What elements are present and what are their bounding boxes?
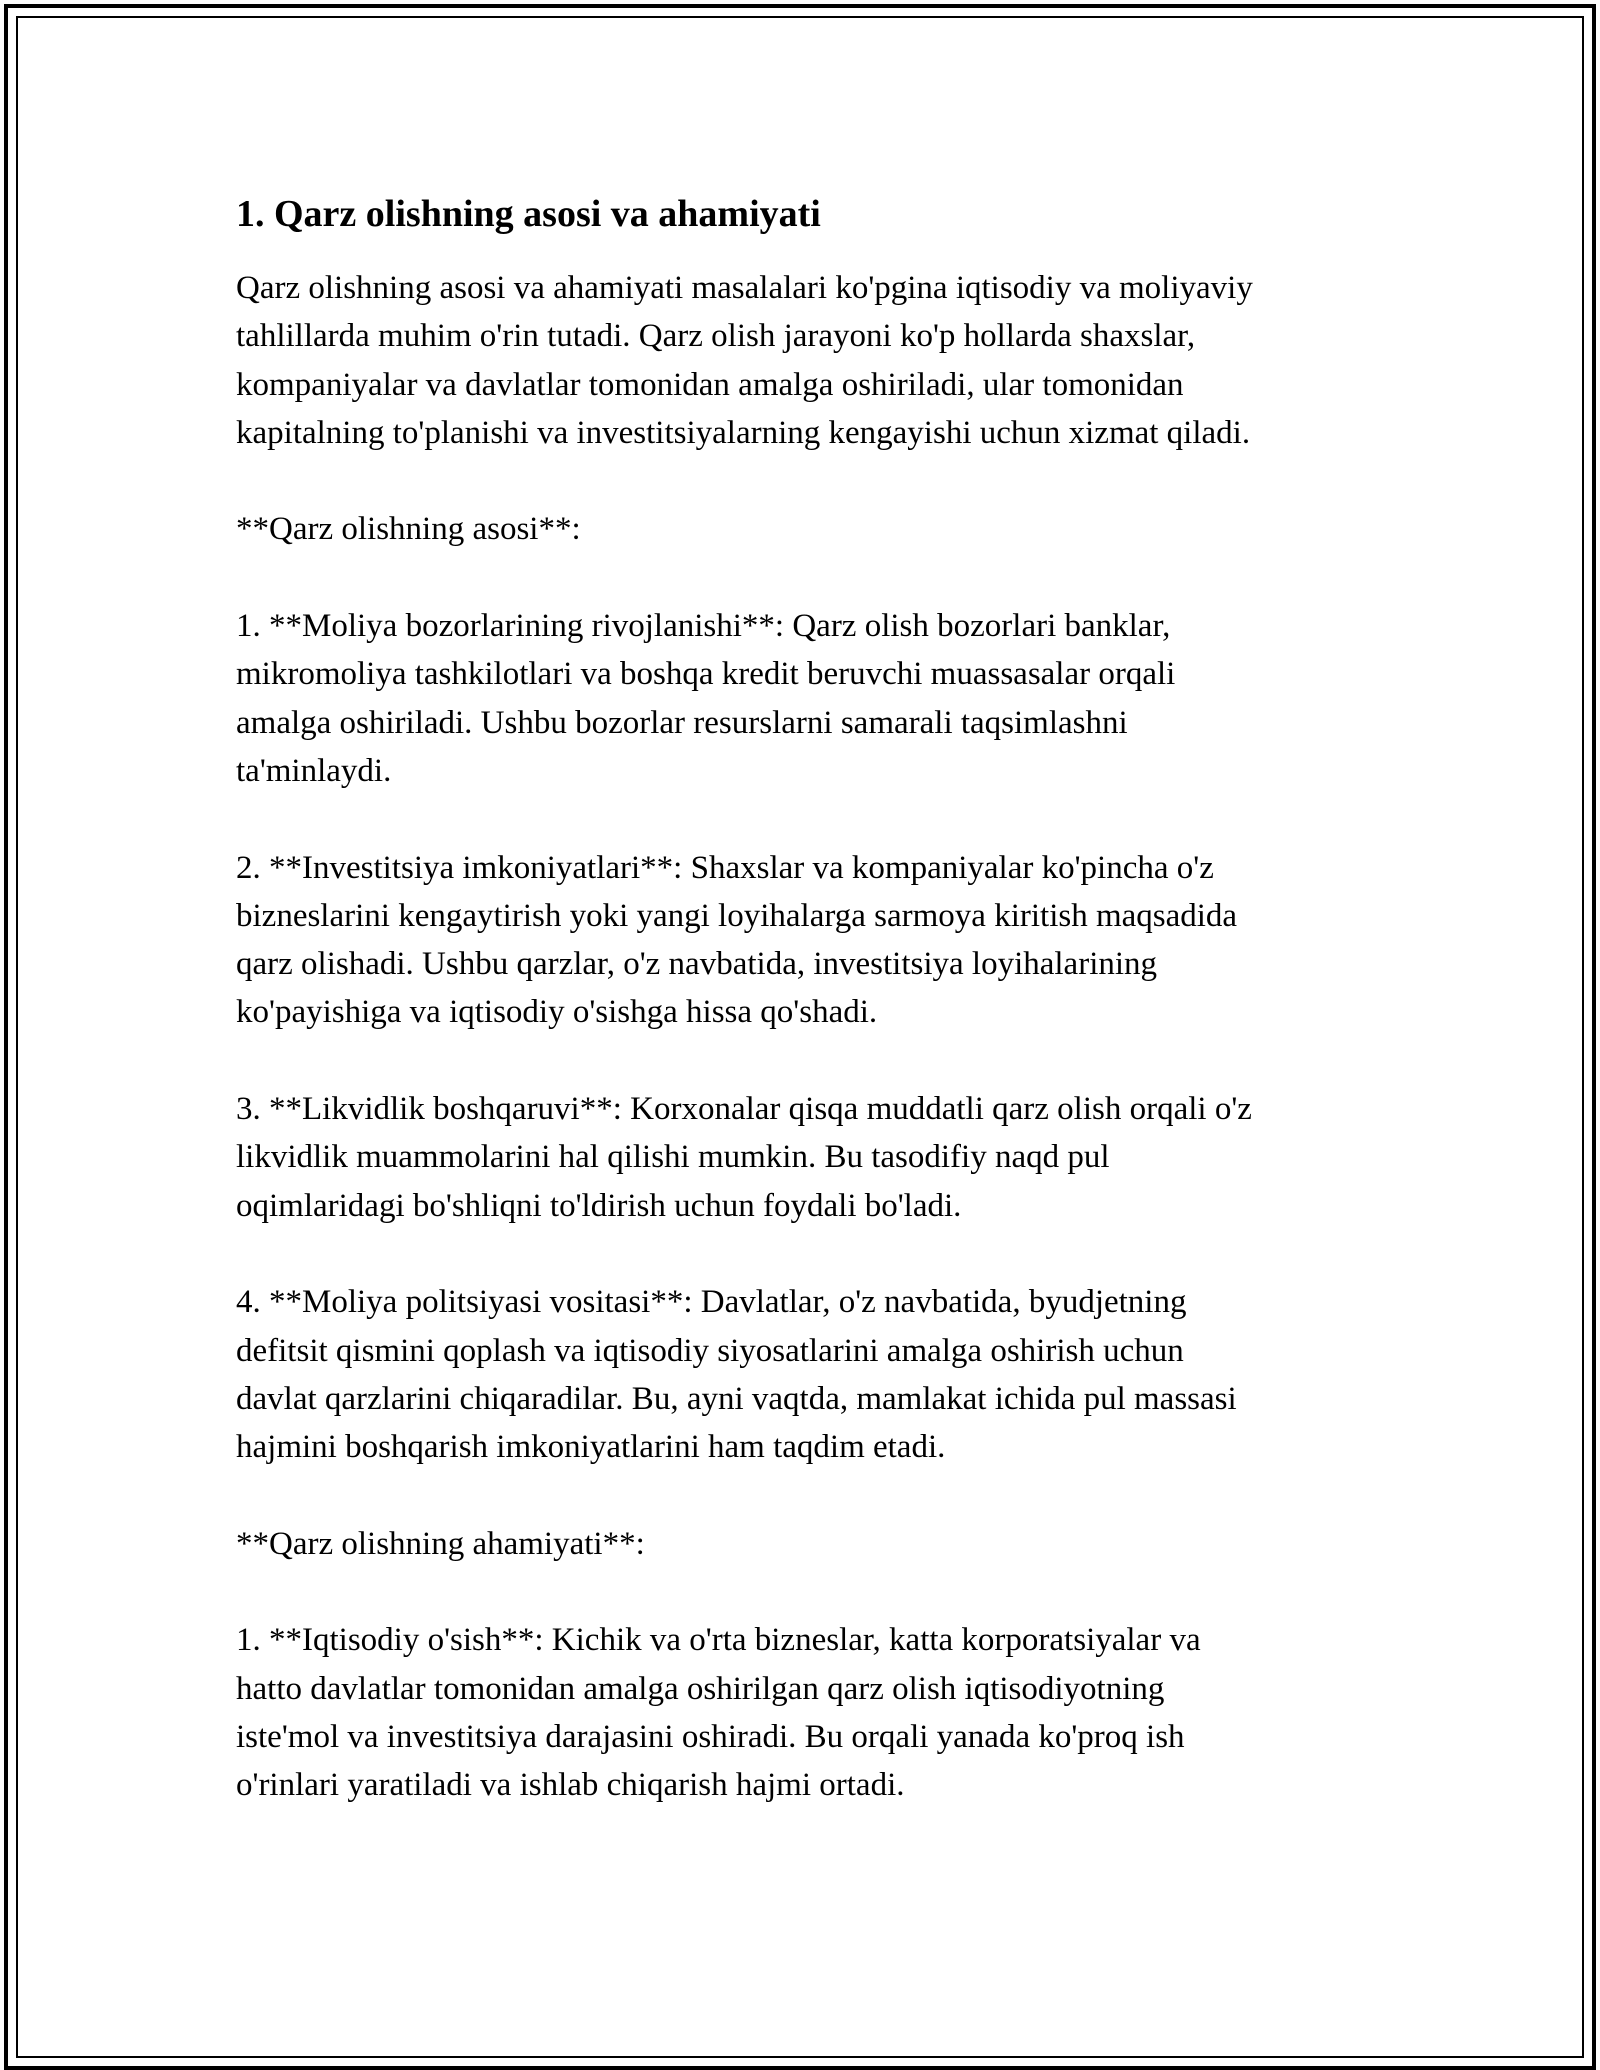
text-line: kapitalning to'planishi va investitsiyalarning kengayishi uchun xizmat qiladi. — [236, 414, 1251, 451]
text-line: tahlillarda muhim o'rin tutadi. Qarz olish jarayoni ko'p hollarda shaxslar, — [236, 318, 1196, 355]
subheading-ahamiyati — [236, 1520, 1386, 1568]
text-line: qarz olishadi. Ushbu qarzlar, o'z navbatida, investitsiya loyihalarining — [236, 946, 1158, 983]
text-line: 3. **Likvidlik boshqaruvi**: Korxonalar qisqa muddatli qarz olish orqali o'z — [236, 1091, 1252, 1128]
list-item-moliya-politsiyasi — [236, 1278, 1386, 1471]
document-body — [236, 186, 1386, 1858]
text-line: likvidlik muammolarini hal qilishi mumkin. Bu tasodifiy naqd pul — [236, 1139, 1110, 1176]
text-line: ko'payishiga va iqtisodiy o'sishga hissa qo'shadi. — [236, 994, 878, 1031]
text-line: bizneslarini kengaytirish yoki yangi loyihalarga sarmoya kiritish maqsadida — [236, 897, 1238, 934]
text-line: o'rinlari yaratiladi va ishlab chiqarish hajmi ortadi. — [236, 1767, 905, 1804]
list-item-likvidlik — [236, 1085, 1386, 1230]
text-line: amalga oshiriladi. Ushbu bozorlar resurslarni samarali taqsimlashni — [236, 704, 1128, 741]
text-line: defitsit qismini qoplash va iqtisodiy siyosatlarini amalga oshirish uchun — [236, 1332, 1184, 1369]
list-item-investitsiya — [236, 844, 1386, 1037]
text-line: 1. **Moliya bozorlarining rivojlanishi**: Qarz olish bozorlari banklar, — [236, 608, 1171, 645]
text-line: mikromoliya tashkilotlari va boshqa kredit beruvchi muassasalar orqali — [236, 656, 1176, 693]
text-line: iste'mol va investitsiya darajasini oshiradi. Bu orqali yanada ko'proq ish — [236, 1718, 1185, 1755]
text-line: 2. **Investitsiya imkoniyatlari**: Shaxslar va kompaniyalar ko'pincha o'z — [236, 849, 1214, 886]
text-line: 1. **Iqtisodiy o'sish**: Kichik va o'rta bizneslar, katta korporatsiyalar va — [236, 1622, 1201, 1659]
text-line: davlat qarzlarini chiqaradilar. Bu, ayni vaqtda, mamlakat ichida pul massasi — [236, 1380, 1237, 1417]
list-item-iqtisodiy-osish — [236, 1616, 1386, 1809]
text-line: ta'minlaydi. — [236, 752, 392, 789]
text-line: hatto davlatlar tomonidan amalga oshirilgan qarz olish iqtisodiyotning — [236, 1670, 1165, 1707]
text-line: Qarz olishning asosi va ahamiyati masalalari ko'pgina iqtisodiy va moliyaviy — [236, 270, 1253, 306]
text-line: kompaniyalar va davlatlar tomonidan amalga oshiriladi, ular tomonidan — [236, 366, 1184, 403]
subheading-asosi — [236, 505, 1386, 553]
text-line: hajmini boshqarish imkoniyatlarini ham taqdim etadi. — [236, 1429, 946, 1466]
text-line: oqimlaridagi bo'shliqni to'ldirish uchun foydali bo'ladi. — [236, 1187, 962, 1224]
section-heading: 1. Qarz olishning asosi va ahamiyati — [236, 193, 821, 235]
intro-paragraph — [236, 264, 1386, 457]
text-line: **Qarz olishning asosi**: — [236, 511, 581, 548]
text-line: **Qarz olishning ahamiyati**: — [236, 1525, 645, 1562]
list-item-moliya-bozorlari — [236, 602, 1386, 795]
text-line: 4. **Moliya politsiyasi vositasi**: Davlatlar, o'z navbatida, byudjetning — [236, 1284, 1187, 1321]
